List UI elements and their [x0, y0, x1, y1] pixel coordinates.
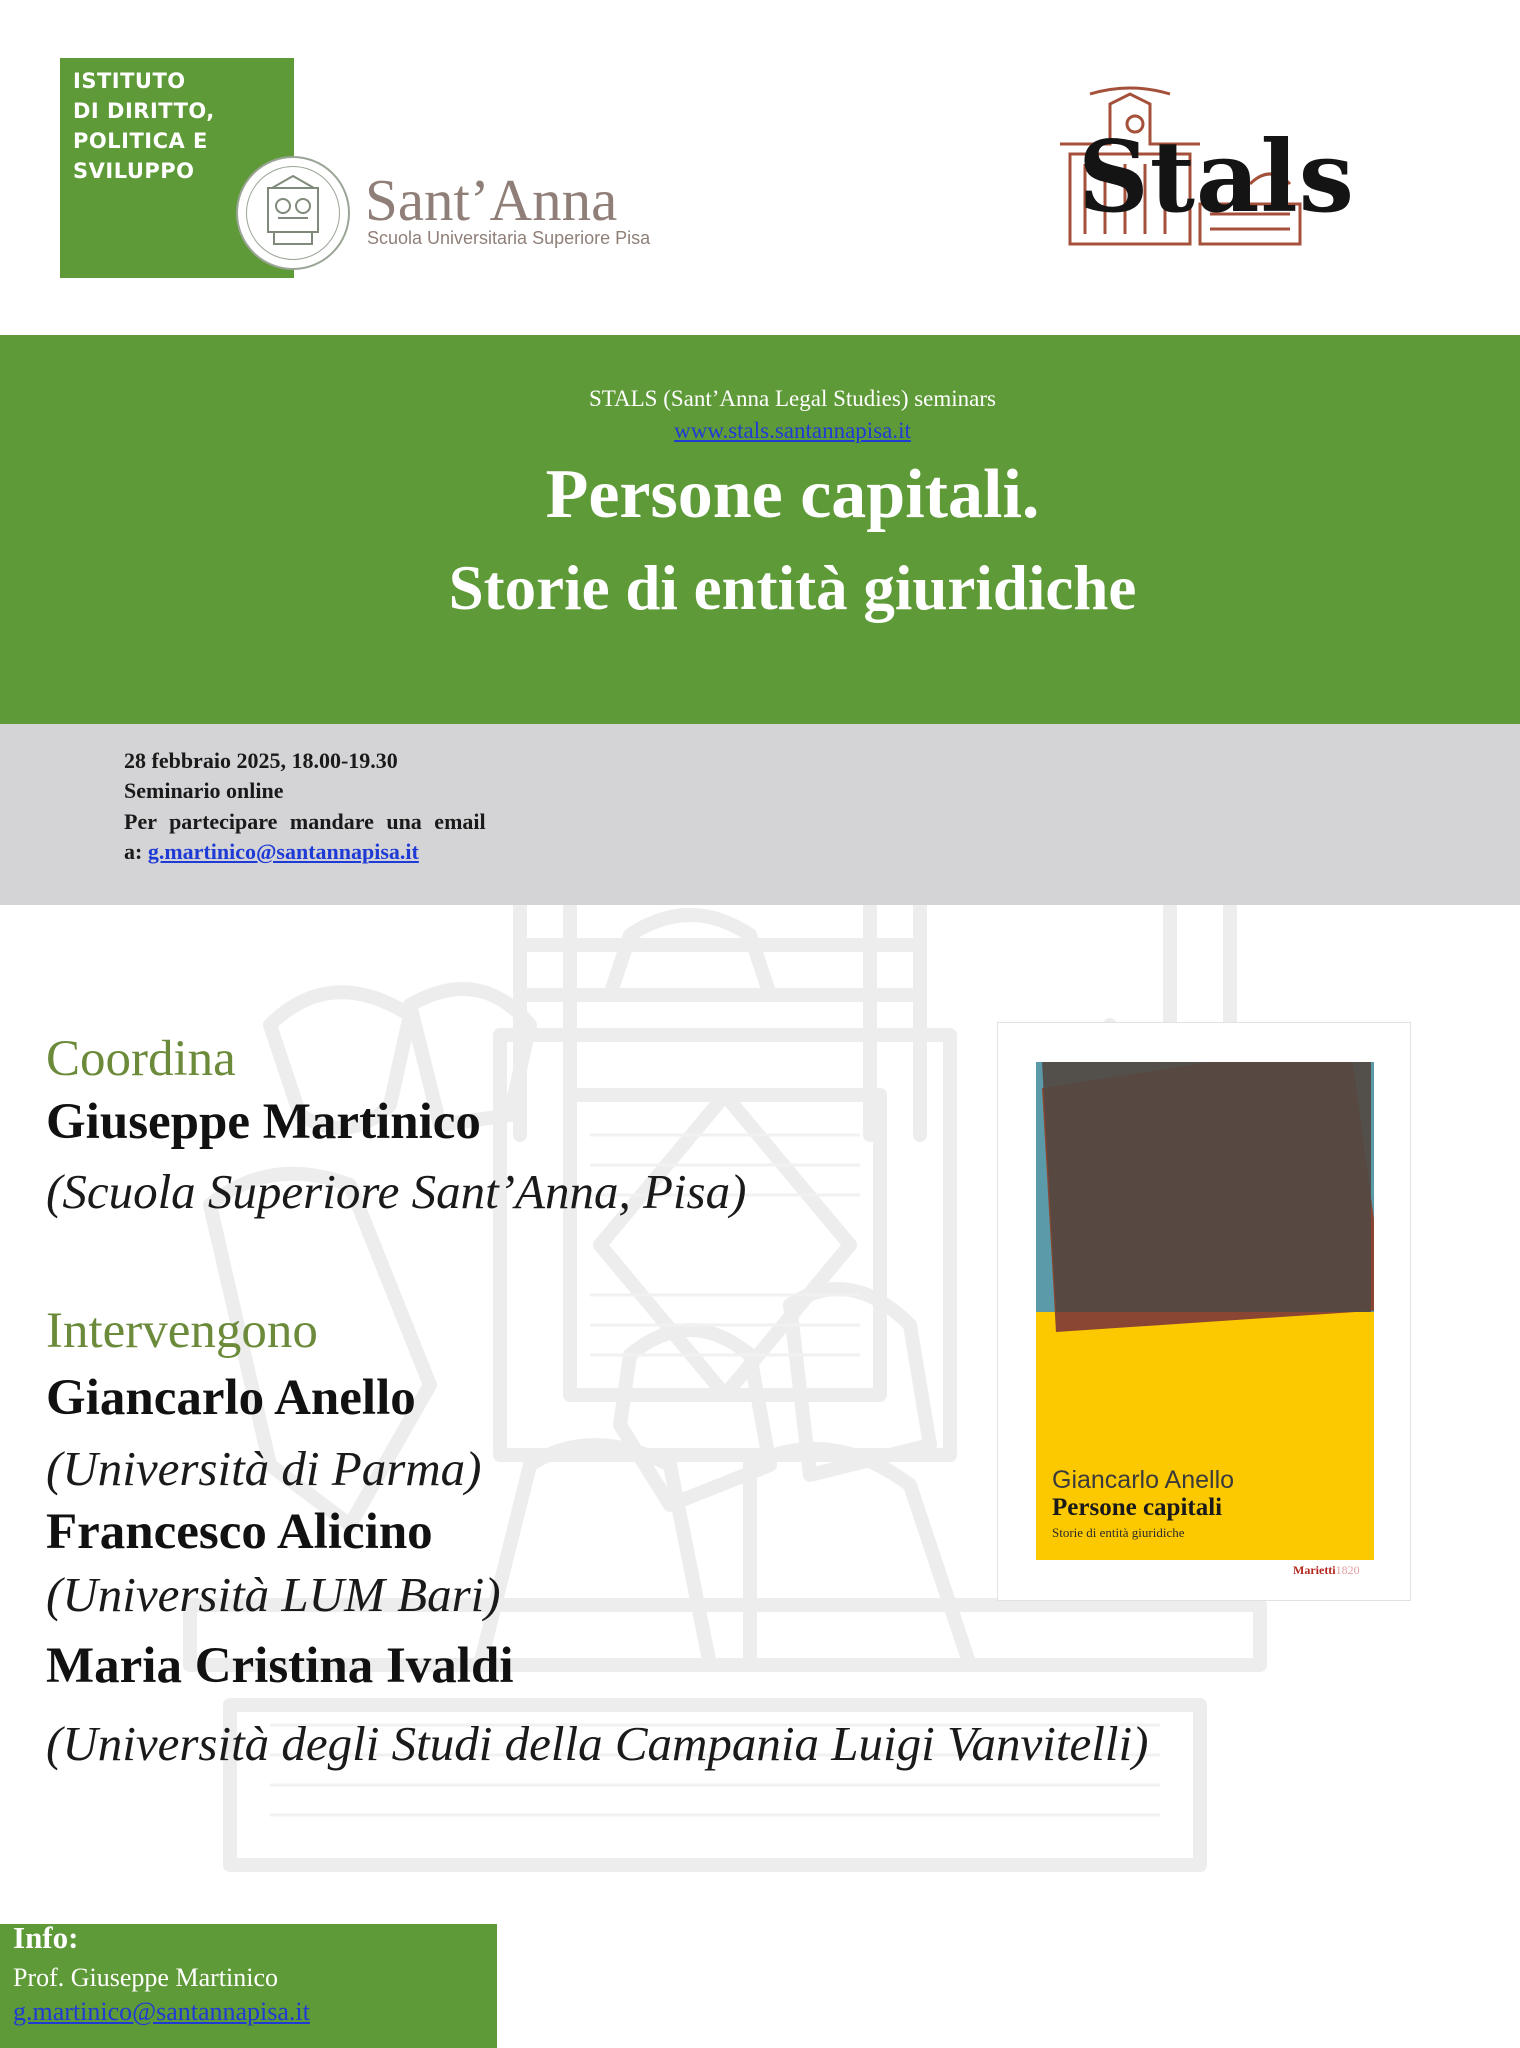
book-title: Persone capitali — [1052, 1494, 1223, 1521]
stals-logo-text: Stals — [1078, 120, 1355, 235]
book-author: Giancarlo Anello — [1052, 1466, 1235, 1494]
coordinator-affiliation: (Scuola Superiore Sant’Anna, Pisa) — [46, 1164, 747, 1219]
university-seal-icon — [236, 156, 350, 270]
series-website-link[interactable]: www.stals.santannapisa.it — [674, 418, 911, 443]
speaker-name: Francesco Alicino — [46, 1504, 433, 1560]
series-link-wrapper — [0, 418, 1520, 444]
book-subtitle: Storie di entità giuridiche — [1052, 1525, 1185, 1540]
participation-email-link[interactable]: g.martinico@santannapisa.it — [147, 839, 419, 864]
event-date-time: 28 febbraio 2025, 18.00-19.30 — [124, 748, 398, 773]
email-prefix: a: — [124, 839, 148, 864]
series-name: STALS (Sant’Anna Legal Studies) seminars — [589, 386, 996, 411]
speakers-label: Intervengono — [46, 1303, 318, 1359]
institute-line: SVILUPPO — [73, 159, 195, 183]
event-subtitle: Storie di entità giuridiche — [448, 553, 1137, 623]
event-format: Seminario online — [124, 778, 284, 803]
university-subtitle: Scuola Universitaria Superiore Pisa — [367, 228, 651, 248]
participation-instructions: Per partecipare mandare una email — [124, 809, 486, 834]
publisher-year: 1820 — [1335, 1563, 1360, 1577]
university-name: Sant’Anna — [365, 167, 618, 233]
info-contact-name: Prof. Giuseppe Martinico — [13, 1963, 279, 1992]
speaker-affiliation: (Università di Parma) — [46, 1441, 482, 1496]
speaker-name: Maria Cristina Ivaldi — [46, 1638, 514, 1694]
info-email-link[interactable]: g.martinico@santannapisa.it — [13, 1997, 310, 2026]
institute-line: DI DIRITTO, — [73, 99, 215, 123]
speaker-affiliation: (Università degli Studi della Campania Luigi Vanvitelli) — [46, 1716, 1149, 1771]
participation-email-line — [124, 839, 419, 865]
info-email-wrapper — [13, 1997, 310, 2027]
institute-line: ISTITUTO — [73, 69, 186, 93]
event-title: Persone capitali. — [545, 456, 1040, 533]
coordinator-name: Giuseppe Martinico — [46, 1094, 481, 1150]
publisher-name: Marietti — [1293, 1563, 1336, 1577]
speaker-affiliation: (Università LUM Bari) — [46, 1567, 501, 1622]
institute-line: POLITICA E — [73, 129, 208, 153]
coordinator-label: Coordina — [46, 1031, 236, 1087]
info-heading: Info: — [13, 1920, 79, 1955]
book-publisher — [1293, 1563, 1360, 1578]
speaker-name: Giancarlo Anello — [46, 1370, 416, 1426]
